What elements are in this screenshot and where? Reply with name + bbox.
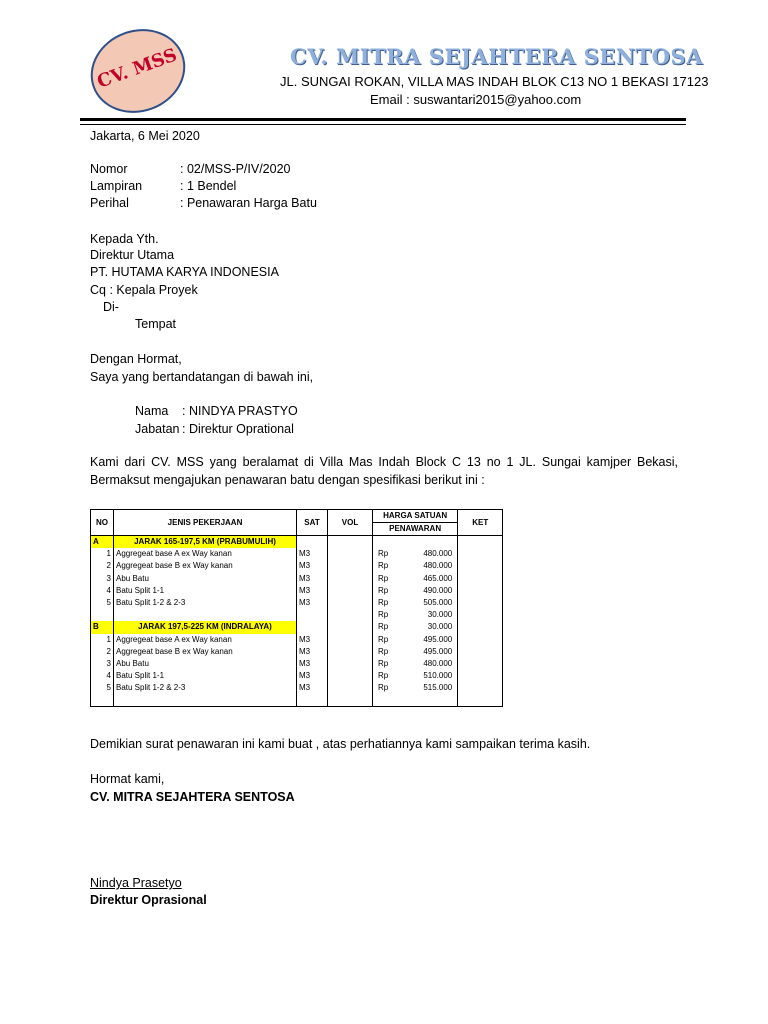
cell-jenis: Batu Split 1-1 [114, 585, 297, 597]
cell-blank [114, 694, 297, 707]
cell-no: 5 [91, 682, 114, 694]
company-signature: CV. MITRA SEJAHTERA SENTOSA [90, 790, 295, 804]
cell-price: 495.000 [390, 634, 458, 646]
signer-nama: : NINDYA PRASTYO [182, 404, 298, 418]
intro: Saya yang bertandatangan di bawah ini, [90, 370, 314, 384]
table-row [91, 682, 503, 694]
cell-price: 515.000 [390, 682, 458, 694]
cell-blank [373, 694, 391, 707]
company-name: CV. MITRA SEJAHTERA SENTOSA [290, 44, 703, 69]
cell-price: 505.000 [390, 597, 458, 609]
cell-jenis: JARAK 165-197,5 KM (PRABUMULIH) [114, 536, 297, 549]
cell-ket [458, 536, 503, 549]
cell-sat [297, 536, 328, 549]
cell-sat [297, 621, 328, 633]
cell-cur: Rp [373, 621, 391, 633]
recipient-line: Kepada Yth. [90, 232, 159, 246]
table-row [91, 573, 503, 585]
table-row [91, 670, 503, 682]
cell-price: 510.000 [390, 670, 458, 682]
cell-sat: M3 [297, 560, 328, 572]
cell-blank [458, 694, 503, 707]
signer-nama-label: Nama [135, 404, 169, 418]
cell-blank [91, 694, 114, 707]
table-row [91, 597, 503, 609]
body-line: Bermaksut mengajukan penawaran batu dengan spesifikasi berikut ini : [90, 473, 485, 487]
cell-vol [328, 548, 373, 560]
cell-vol [328, 597, 373, 609]
meta-label-nomor: Nomor [90, 162, 128, 176]
header-no: NO [91, 510, 114, 536]
cell-jenis: Abu Batu [114, 573, 297, 585]
cell-price: 480.000 [390, 658, 458, 670]
cell-sat: M3 [297, 597, 328, 609]
cell-vol [328, 621, 373, 633]
cell-no: 4 [91, 670, 114, 682]
cell-cur: Rp [373, 560, 391, 572]
cell-blank [390, 694, 458, 707]
cell-jenis: JARAK 197,5-225 KM (INDRALAYA) [114, 621, 297, 633]
cell-vol [328, 682, 373, 694]
meta-value-perihal: : Penawaran Harga Batu [180, 196, 317, 210]
signatory-title: Direktur Oprasional [90, 893, 207, 907]
table-row [91, 646, 503, 658]
cell-ket [458, 670, 503, 682]
cell-ket [458, 658, 503, 670]
header-sat: SAT [297, 510, 328, 536]
cell-vol [328, 670, 373, 682]
cell-ket [458, 548, 503, 560]
closing: Demikian surat penawaran ini kami buat , atas perhatiannya kami sampaikan terima kasih. [90, 737, 591, 751]
recipient-line: Direktur Utama [90, 248, 175, 262]
letter-date: Jakarta, 6 Mei 2020 [90, 129, 200, 143]
cell-price: 480.000 [390, 548, 458, 560]
signer-jabatan-label: Jabatan [135, 422, 180, 436]
meta-value-lampiran: : 1 Bendel [180, 179, 237, 193]
cell-cur: Rp [373, 646, 391, 658]
cell-jenis: Aggregeat base B ex Way kanan [114, 560, 297, 572]
header-ket: KET [458, 510, 503, 536]
cell-jenis: Aggregeat base B ex Way kanan [114, 646, 297, 658]
table-row-blank [91, 694, 503, 707]
price-table [90, 509, 503, 707]
cell-cur: Rp [373, 609, 391, 621]
section-row [91, 621, 503, 633]
cell-sat [297, 609, 328, 621]
cell-ket [458, 682, 503, 694]
cell-sat: M3 [297, 548, 328, 560]
cell-price: 465.000 [390, 573, 458, 585]
company-email: Email : suswantari2015@yahoo.com [370, 92, 582, 107]
company-logo [79, 16, 197, 126]
cell-sat: M3 [297, 634, 328, 646]
cell-price: 30.000 [390, 621, 458, 633]
cell-sat: M3 [297, 658, 328, 670]
cell-no: 3 [91, 573, 114, 585]
cell-vol [328, 634, 373, 646]
cell-sat: M3 [297, 585, 328, 597]
cell-blank [328, 694, 373, 707]
cell-ket [458, 585, 503, 597]
header-divider-thin [80, 124, 686, 125]
cell-jenis: Batu Split 1-2 & 2-3 [114, 597, 297, 609]
cell-vol [328, 585, 373, 597]
cell-jenis: Abu Batu [114, 658, 297, 670]
cell-vol [328, 658, 373, 670]
table-row [91, 560, 503, 572]
header-penawaran: PENAWARAN [373, 523, 458, 536]
cell-cur: Rp [373, 585, 391, 597]
regards: Hormat kami, [90, 772, 165, 786]
cell-no: B [91, 621, 114, 633]
cell-cur: Rp [373, 670, 391, 682]
cell-ket [458, 609, 503, 621]
cell-no [91, 609, 114, 621]
cell-ket [458, 560, 503, 572]
greeting: Dengan Hormat, [90, 352, 182, 366]
signatory-name: Nindya Prasetyo [90, 876, 182, 890]
table-row [91, 658, 503, 670]
meta-label-lampiran: Lampiran [90, 179, 143, 193]
body-line: Kami dari CV. MSS yang beralamat di Villa Mas Indah Block C 13 no 1 JL. Sungai kamjper Bekasi, [90, 455, 678, 469]
cell-cur: Rp [373, 548, 391, 560]
cell-no: 1 [91, 634, 114, 646]
cell-sat: M3 [297, 682, 328, 694]
cell-sat: M3 [297, 573, 328, 585]
cell-ket [458, 621, 503, 633]
cell-vol [328, 560, 373, 572]
meta-value-nomor: : 02/MSS-P/IV/2020 [180, 162, 291, 176]
cell-price: 30.000 [390, 609, 458, 621]
cell-no: 5 [91, 597, 114, 609]
cell-price [390, 536, 458, 549]
cell-ket [458, 573, 503, 585]
cell-no: 3 [91, 658, 114, 670]
table-row [91, 548, 503, 560]
table-row [91, 609, 503, 621]
cell-cur: Rp [373, 573, 391, 585]
header-jenis: JENIS PEKERJAAN [114, 510, 297, 536]
cell-vol [328, 536, 373, 549]
cell-blank [297, 694, 328, 707]
cell-cur: Rp [373, 597, 391, 609]
recipient-line: Di- [103, 300, 119, 314]
cell-jenis: Batu Split 1-2 & 2-3 [114, 682, 297, 694]
header-divider [80, 118, 686, 121]
cell-price: 495.000 [390, 646, 458, 658]
cell-sat: M3 [297, 670, 328, 682]
cell-vol [328, 609, 373, 621]
cell-vol [328, 646, 373, 658]
cell-cur: Rp [373, 634, 391, 646]
cell-cur: Rp [373, 682, 391, 694]
cell-jenis: Aggregeat base A ex Way kanan [114, 634, 297, 646]
cell-vol [328, 573, 373, 585]
logo-text: CV. MSS [94, 44, 180, 93]
cell-cur: Rp [373, 658, 391, 670]
table-row [91, 585, 503, 597]
cell-cur [373, 536, 391, 549]
recipient-line: Tempat [135, 317, 176, 331]
cell-price: 480.000 [390, 560, 458, 572]
recipient-line: PT. HUTAMA KARYA INDONESIA [90, 265, 279, 279]
section-row [91, 536, 503, 549]
cell-no: 1 [91, 548, 114, 560]
cell-no: A [91, 536, 114, 549]
cell-no: 2 [91, 646, 114, 658]
company-address: JL. SUNGAI ROKAN, VILLA MAS INDAH BLOK C13 NO 1 BEKASI 17123 [280, 74, 709, 89]
cell-jenis: Batu Split 1-1 [114, 670, 297, 682]
signer-jabatan: : Direktur Oprational [182, 422, 294, 436]
table-row [91, 634, 503, 646]
meta-label-perihal: Perihal [90, 196, 129, 210]
cell-ket [458, 646, 503, 658]
cell-price: 490.000 [390, 585, 458, 597]
cell-no: 4 [91, 585, 114, 597]
header-harga: HARGA SATUAN [373, 510, 458, 523]
cell-sat: M3 [297, 646, 328, 658]
cell-jenis: Aggregeat base A ex Way kanan [114, 548, 297, 560]
cell-no: 2 [91, 560, 114, 572]
cell-ket [458, 597, 503, 609]
cell-jenis [114, 609, 297, 621]
header-vol: VOL [328, 510, 373, 536]
recipient-line: Cq : Kepala Proyek [90, 283, 198, 297]
cell-ket [458, 634, 503, 646]
